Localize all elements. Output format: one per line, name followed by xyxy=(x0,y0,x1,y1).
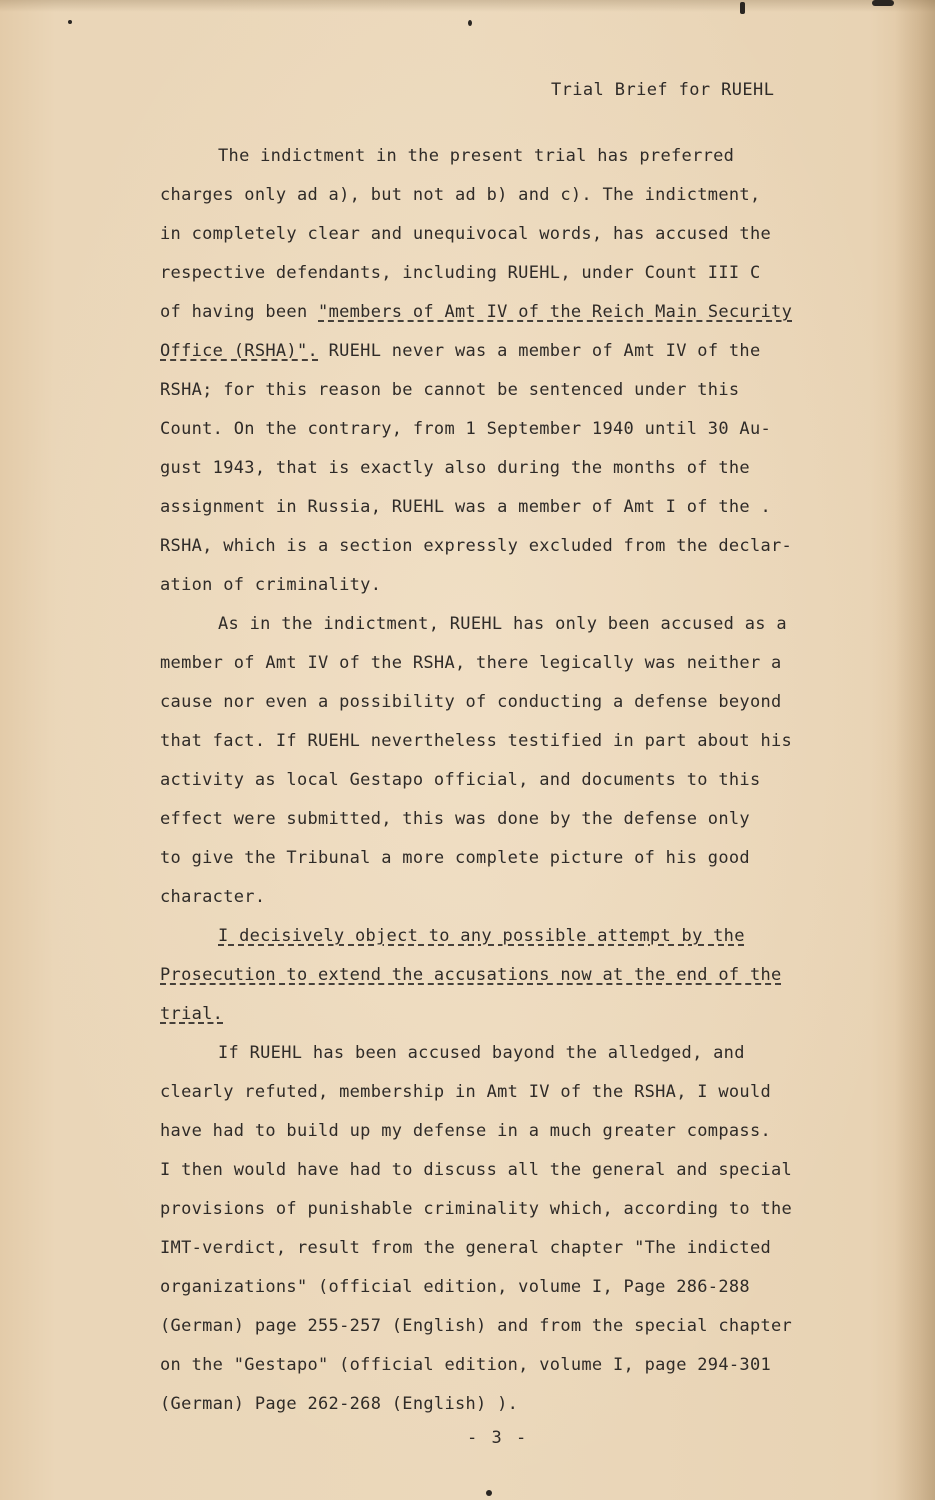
text-line: on the "Gestapo" (official edition, volume I, page 294-301 xyxy=(160,1355,772,1375)
text-line: Count. On the contrary, from 1 September 1940 until 30 Au- xyxy=(160,419,772,439)
text-line: that fact. If RUEHL nevertheless testified in part about his xyxy=(160,731,793,751)
text-line: As in the indictment, RUEHL has only been accused as a xyxy=(218,614,787,634)
text-line: organizations" (official edition, volume I, Page 286-288 xyxy=(160,1277,750,1297)
text-line-with-underline xyxy=(160,293,865,332)
text-line: (German) page 255-257 (English) and from the special chapter xyxy=(160,1316,793,1336)
underlined-quote: Office (RSHA)". xyxy=(160,341,319,361)
document-body xyxy=(160,137,865,1424)
text-line: to give the Tribunal a more complete picture of his good xyxy=(160,848,750,868)
text-line: character. xyxy=(160,887,266,907)
text-line: IMT-verdict, result from the general chapter "The indicted xyxy=(160,1238,772,1258)
text-line: ation of criminality. xyxy=(160,575,382,595)
document-header: Trial Brief for RUEHL xyxy=(551,80,775,100)
text-line-with-underline xyxy=(160,332,865,371)
underlined-line: I decisively object to any possible attempt by the xyxy=(218,926,745,946)
text-line: If RUEHL has been accused bayond the alledged, and xyxy=(218,1043,745,1063)
text-line: activity as local Gestapo official, and documents to this xyxy=(160,770,761,790)
underlined-quote: "members of Amt IV of the Reich Main Security xyxy=(318,302,793,322)
text-line: I then would have had to discuss all the general and special xyxy=(160,1160,793,1180)
text-line: gust 1943, that is exactly also during the months of the xyxy=(160,458,750,478)
text-line: in completely clear and unequivocal words, has accused the xyxy=(160,224,772,244)
text-segment: of having been xyxy=(160,302,319,322)
text-line: effect were submitted, this was done by the defense only xyxy=(160,809,750,829)
text-line: charges only ad a), but not ad b) and c). The indictment, xyxy=(160,185,761,205)
underlined-line: Prosecution to extend the accusations now at the end of the xyxy=(160,965,782,985)
text-line: (German) Page 262-268 (English) ). xyxy=(160,1394,519,1414)
text-line: clearly refuted, membership in Amt IV of the RSHA, I would xyxy=(160,1082,772,1102)
text-line: cause nor even a possibility of conducting a defense beyond xyxy=(160,692,782,712)
page-number: - 3 - xyxy=(467,1428,529,1448)
text-line: provisions of punishable criminality which, according to the xyxy=(160,1199,793,1219)
text-line: respective defendants, including RUEHL, under Count III C xyxy=(160,263,761,283)
text-line: have had to build up my defense in a much greater compass. xyxy=(160,1121,772,1141)
underlined-line: trial. xyxy=(160,1004,224,1024)
ink-speck xyxy=(68,20,72,24)
ink-speck xyxy=(468,20,472,26)
ink-speck xyxy=(740,2,745,14)
ink-speck xyxy=(486,1490,492,1496)
text-line: member of Amt IV of the RSHA, there legically was neither a xyxy=(160,653,782,673)
ink-speck xyxy=(872,0,894,6)
page-edge-shadow xyxy=(895,0,935,1500)
text-line: assignment in Russia, RUEHL was a member of Amt I of the . xyxy=(160,497,772,517)
text-line: RSHA; for this reason be cannot be sentenced under this xyxy=(160,380,740,400)
text-segment: RUEHL never was a member of Amt IV of the xyxy=(318,341,761,361)
text-line: The indictment in the present trial has preferred xyxy=(218,146,735,166)
page-top-shadow xyxy=(0,0,935,12)
text-line: RSHA, which is a section expressly excluded from the declar- xyxy=(160,536,793,556)
